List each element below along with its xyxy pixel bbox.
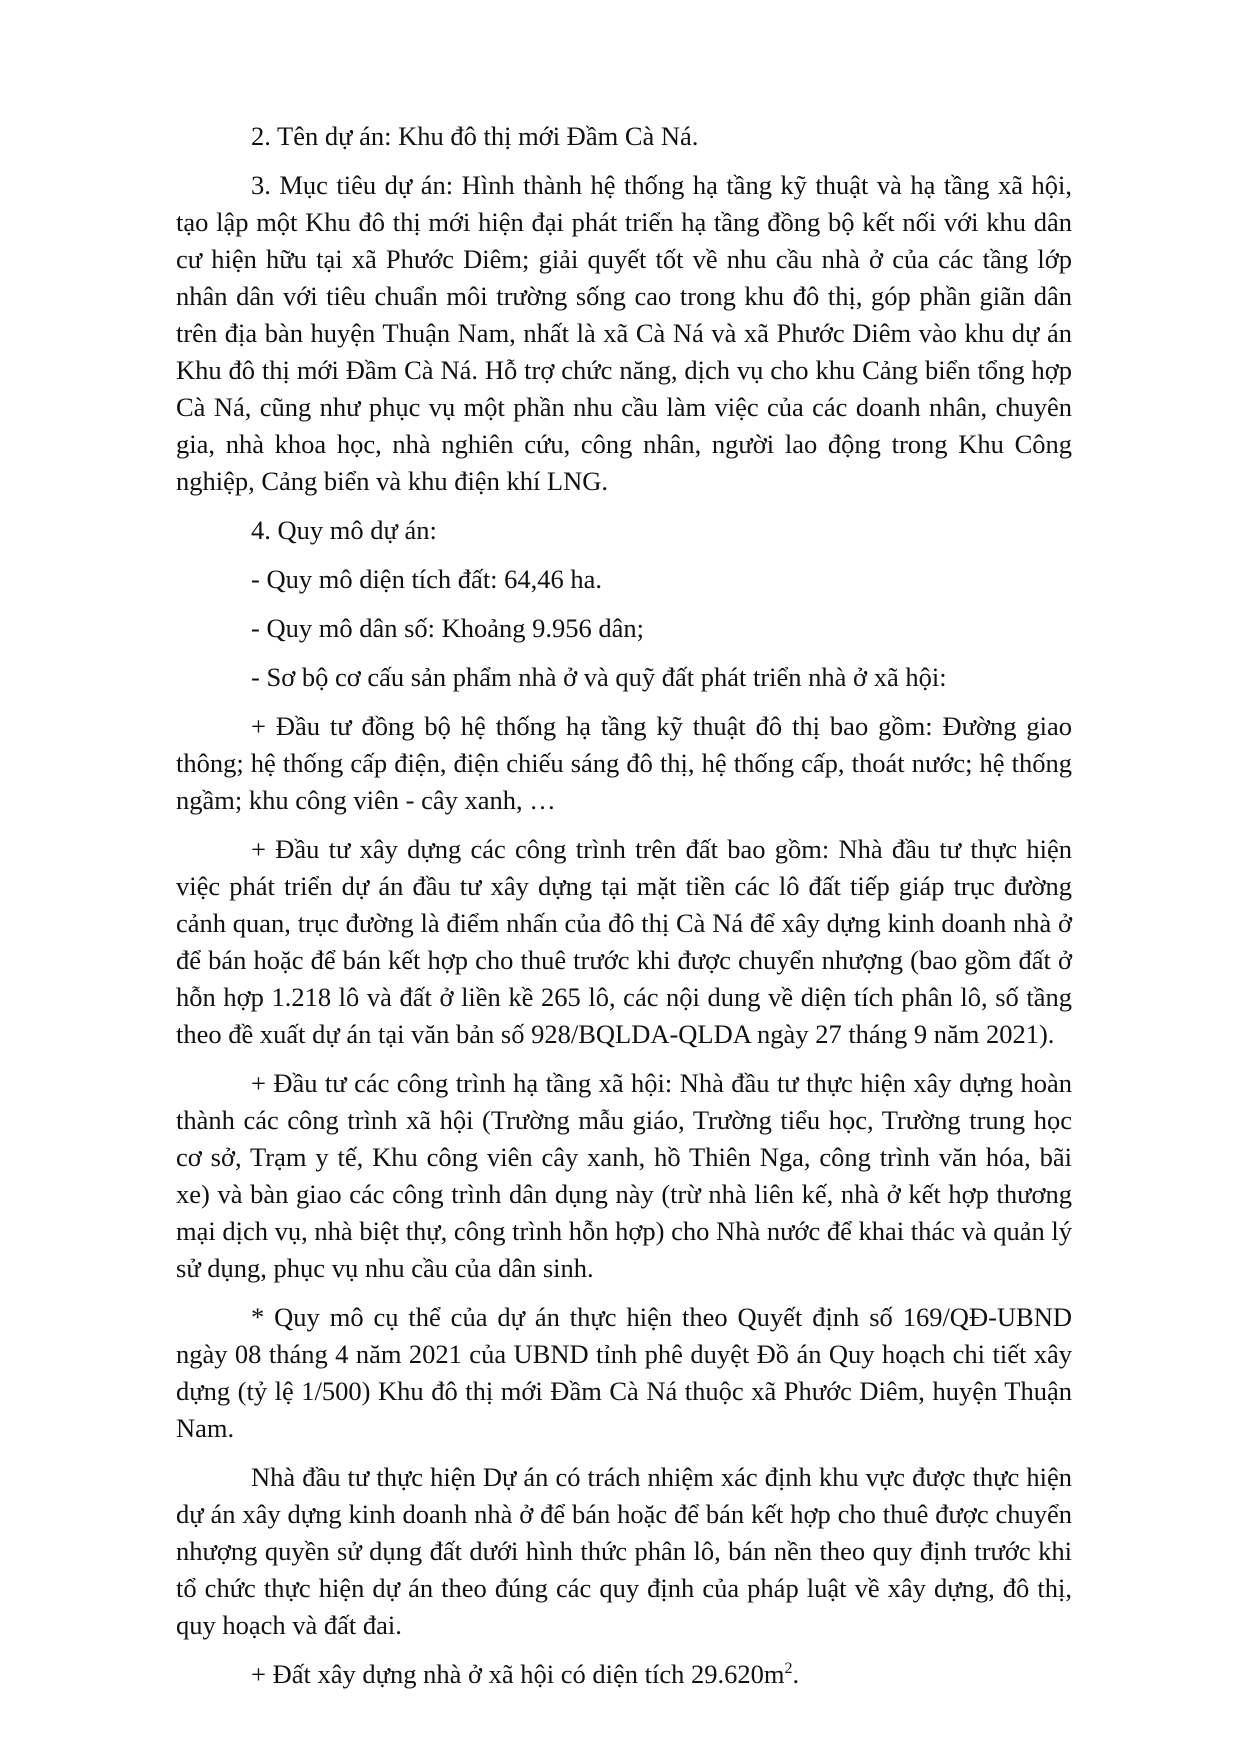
social-housing-text: + Đất xây dựng nhà ở xã hội có diện tích 29.620m xyxy=(251,1659,785,1689)
paragraph-housing-structure: - Sơ bộ cơ cấu sản phẩm nhà ở và quỹ đất phát triển nhà ở xã hội: xyxy=(251,662,947,692)
paragraph-infrastructure-investment: + Đầu tư đồng bộ hệ thống hạ tầng kỹ thuật đô thị bao gồm: Đường giao thông; hệ thống cấp điện, điện chiếu sáng đô thị, hệ thống cấp, thoát nước; hệ thống ngầm; khu công viên - cây xanh, … xyxy=(176,711,1072,815)
paragraph-social-infrastructure: + Đầu tư các công trình hạ tầng xã hội: Nhà đầu tư thực hiện xây dựng hoàn thành các công trình xã hội (Trường mẫu giáo, Trường tiểu học, Trường trung học cơ sở, Trạm y tế, Khu công viên cây xanh, hồ Thiên Nga, công trình văn hóa, bãi xe) và bàn giao các công trình dân dụng này (trừ nhà liên kế, nhà ở kết hợp thương mại dịch vụ, nhà biệt thự, công trình hỗn hợp) cho Nhà nước để khai thác và quản lý sử dụng, phục vụ nhu cầu của dân sinh. xyxy=(176,1068,1072,1283)
document-page xyxy=(176,118,1072,1705)
paragraph-project-scale-heading: 4. Quy mô dự án: xyxy=(251,515,437,545)
paragraph-investor-responsibility: Nhà đầu tư thực hiện Dự án có trách nhiệm xác định khu vực được thực hiện dự án xây dựng kinh doanh nhà ở để bán hoặc để bán kết hợp cho thuê được chuyển nhượng quyền sử dụng đất dưới hình thức phân lô, bán nền theo quy định trước khi tổ chức thực hiện dự án theo đúng các quy định của pháp luật về xây dựng, đô thị, quy hoạch và đất đai. xyxy=(176,1462,1072,1640)
paragraph-specific-scale: * Quy mô cụ thể của dự án thực hiện theo Quyết định số 169/QĐ-UBND ngày 08 tháng 4 năm 2021 của UBND tỉnh phê duyệt Đồ án Quy hoạch chi tiết xây dựng (tỷ lệ 1/500) Khu đô thị mới Đầm Cà Ná thuộc xã Phước Diêm, huyện Thuận Nam. xyxy=(176,1302,1072,1443)
sentence-end: . xyxy=(792,1659,800,1689)
paragraph-project-name: 2. Tên dự án: Khu đô thị mới Đầm Cà Ná. xyxy=(251,121,699,151)
paragraph-social-housing-land xyxy=(176,1656,1072,1693)
area-unit-superscript: 2 xyxy=(784,1660,793,1678)
paragraph-construction-investment: + Đầu tư xây dựng các công trình trên đất bao gồm: Nhà đầu tư thực hiện việc phát triển dự án đầu tư xây dựng tại mặt tiền các lô đất tiếp giáp trục đường cảnh quan, trục đường là điểm nhấn của đô thị Cà Ná để xây dựng kinh doanh nhà ở để bán hoặc để bán kết hợp cho thuê trước khi được chuyển nhượng (bao gồm đất ở hỗn hợp 1.218 lô và đất ở liền kề 265 lô, các nội dung về diện tích phân lô, số tầng theo đề xuất dự án tại văn bản số 928/BQLDA-QLDA ngày 27 tháng 9 năm 2021). xyxy=(176,834,1072,1049)
paragraph-project-objective: 3. Mục tiêu dự án: Hình thành hệ thống hạ tầng kỹ thuật và hạ tầng xã hội, tạo lập một Khu đô thị mới hiện đại phát triển hạ tầng đồng bộ kết nối với khu dân cư hiện hữu tại xã Phước Diêm; giải quyết tốt về nhu cầu nhà ở của các tầng lớp nhân dân với tiêu chuẩn môi trường sống cao trong khu đô thị, góp phần giãn dân trên địa bàn huyện Thuận Nam, nhất là xã Cà Ná và xã Phước Diêm vào khu dự án Khu đô thị mới Đầm Cà Ná. Hỗ trợ chức năng, dịch vụ cho khu Cảng biển tổng hợp Cà Ná, cũng như phục vụ một phần nhu cầu làm việc của các doanh nhân, chuyên gia, nhà khoa học, nhà nghiên cứu, công nhân, người lao động trong Khu Công nghiệp, Cảng biển và khu điện khí LNG. xyxy=(176,170,1072,496)
paragraph-population: - Quy mô dân số: Khoảng 9.956 dân; xyxy=(251,613,645,643)
paragraph-land-area: - Quy mô diện tích đất: 64,46 ha. xyxy=(251,564,603,594)
